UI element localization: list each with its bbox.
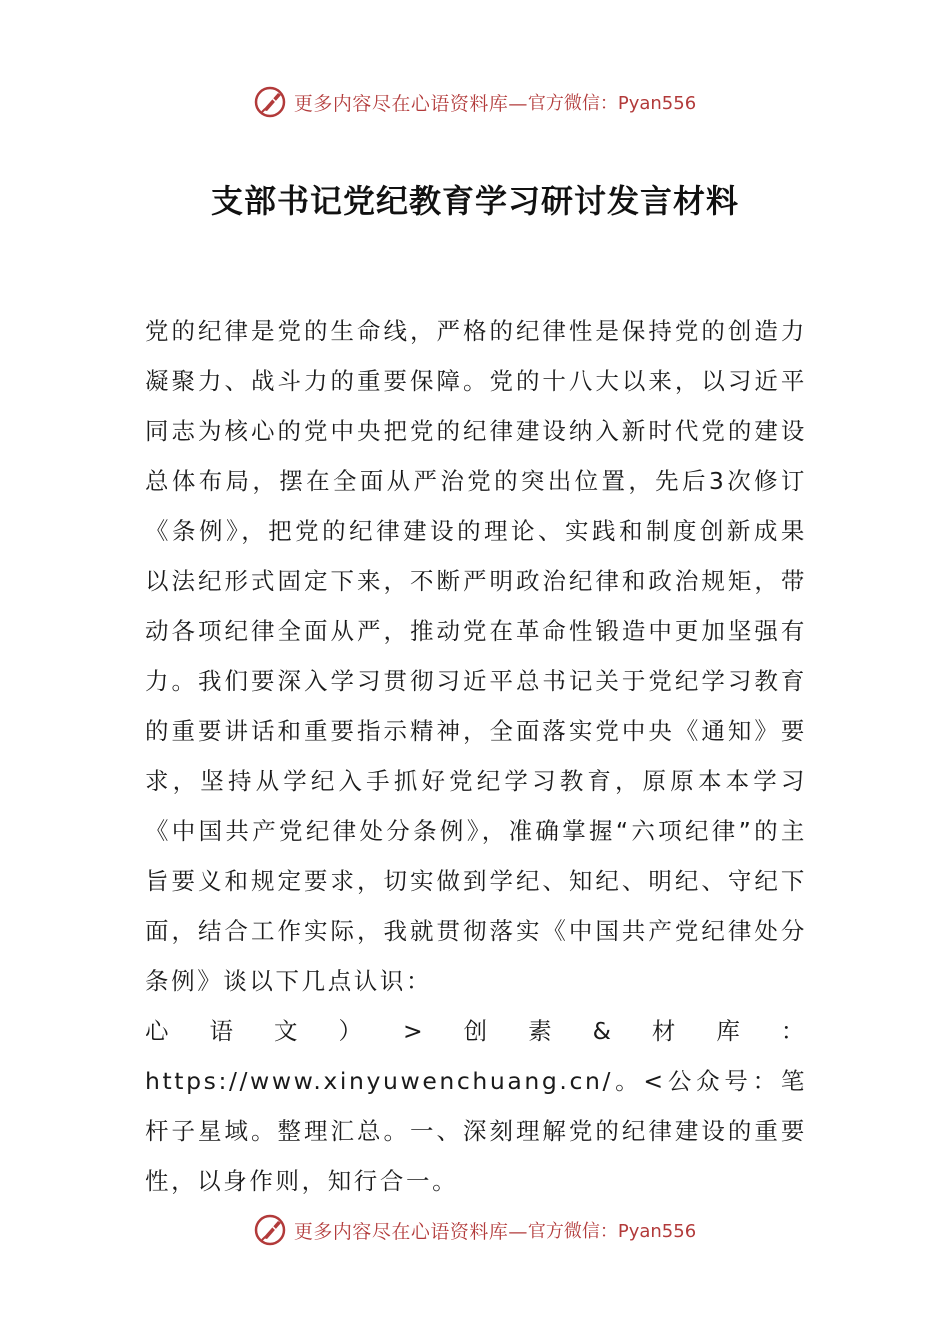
body-paragraph: 党的纪律是党的生命线，严格的纪律性是保持党的创造力凝聚力、战斗力的重要保障。党的十八大以来，以习近平同志为核心的党中央把党的纪律建设纳入新时代党的建设总体布局，摆在全面从严治党的突出位置，先后3次修订《条例》，把党的纪律建设的理论、实践和制度创新成果以法纪形式固定下来，不断严明政治纪律和政治规矩，带动各项纪律全面从严，推动党在革命性锻造中更加坚强有力。我们要深入学习贯彻习近平总书记关于党纪学习教育的重要讲话和重要指示精神，全面落实党中央《通知》要求，坚持从学纪入手抓好党纪学习教育，原原本本学习《中国共产党纪律处分条例》，准确掌握“六项纪律”的主旨要义和规定要求，切实做到学纪、知纪、明纪、守纪下面，结合工作实际，我就贯彻落实《中国共产党纪律处分条例》谈以下几点认识： bbox=[145, 317, 807, 995]
footer-banner bbox=[0, 1208, 950, 1252]
document-body bbox=[145, 306, 807, 1206]
body-paragraph: 心语文）>创素&材库：https://www.xinyuwenchuang.cn/。<公众号：笔杆子星域。整理汇总。一、深刻理解党的纪律建设的重要性，以身作则，知行合一。 bbox=[145, 1017, 807, 1195]
document-title: 支部书记党纪教育学习研讨发言材料 bbox=[210, 182, 739, 220]
banner-wechat: 官方微信：Pyan556 bbox=[527, 93, 697, 114]
quill-logo-icon bbox=[254, 1213, 288, 1247]
quill-logo-icon bbox=[254, 85, 288, 119]
banner-slogan: 更多内容尽在心语资料库— bbox=[293, 1220, 528, 1243]
banner-slogan: 更多内容尽在心语资料库— bbox=[293, 92, 528, 115]
banner-wechat: 官方微信：Pyan556 bbox=[527, 1221, 697, 1242]
header-banner bbox=[0, 80, 950, 124]
